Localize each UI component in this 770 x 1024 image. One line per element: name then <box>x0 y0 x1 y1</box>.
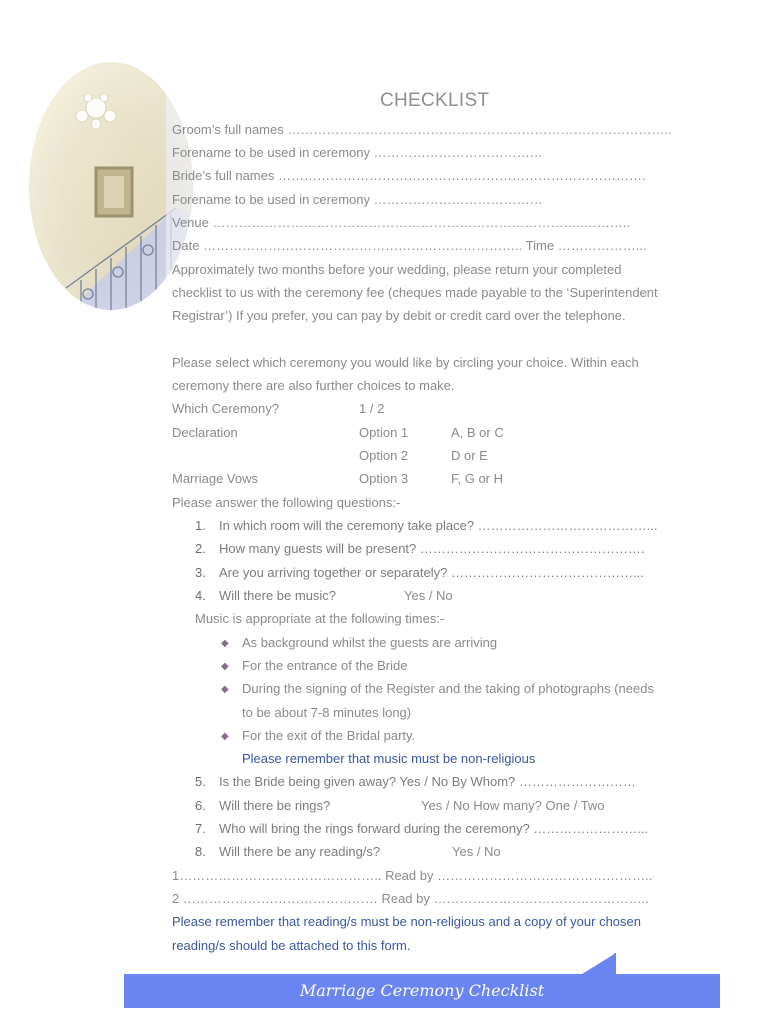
ceremony-row <box>172 401 732 417</box>
row-choices: D or E <box>451 448 488 463</box>
reading-line: 1……………………………………….. Read by ………………………………………….. <box>172 868 653 883</box>
row-choices: F, G or H <box>451 471 504 486</box>
select-text: ceremony there are also further choices to make. <box>172 378 455 393</box>
footer-banner <box>124 974 720 1008</box>
footer-tab <box>582 953 616 974</box>
page-title: CHECKLIST <box>380 90 490 111</box>
bullet-text: During the signing of the Register and the taking of photographs (needs <box>242 681 654 696</box>
select-text: Please select which ceremony you would like by circling your choice. Within each <box>172 355 639 370</box>
bullet-text: As background whilst the guests are arriving <box>242 635 498 650</box>
answer-intro: Please answer the following questions:- <box>172 495 401 510</box>
date-time-field: Date ……………………………………………………………….. Time ………………... <box>172 238 647 253</box>
intro-line: Approximately two months before your wedding, please return your completed <box>172 262 622 277</box>
footer-tab-edge <box>614 953 616 974</box>
intro-line: checklist to us with the ceremony fee (cheques made payable to the ‘Superintendent <box>172 285 658 300</box>
diamond-bullet-icon: ◆ <box>221 661 229 672</box>
venue-photo <box>26 58 196 313</box>
row-option: Option 3 <box>359 471 409 486</box>
diamond-bullet-icon: ◆ <box>221 684 229 695</box>
row-label: Which Ceremony? <box>172 401 279 416</box>
diamond-bullet-icon: ◆ <box>221 638 229 649</box>
row-choices: A, B or C <box>451 425 504 440</box>
reading-note: Please remember that reading/s must be non-religious and a copy of your chosen <box>172 914 641 929</box>
row-label: Marriage Vows <box>172 471 258 486</box>
music-intro: Music is appropriate at the following times:- <box>195 611 445 626</box>
groom-names-field: Groom’s full names …………………………………………………………………………….. <box>172 122 672 137</box>
music-note: Please remember that music must be non-religious <box>242 751 536 766</box>
footer-title: Marriage Ceremony Checklist <box>299 981 545 1000</box>
bullet-text: For the entrance of the Bride <box>242 658 408 673</box>
row-option: Option 2 <box>359 448 409 463</box>
row-label: Declaration <box>172 425 238 440</box>
declaration-row <box>172 425 732 441</box>
reading-note: reading/s should be attached to this form. <box>172 938 411 953</box>
yes-no-choice: Yes / No <box>452 844 501 859</box>
reading-line: 2 ……………………………………… Read by ………………………………………….. <box>172 891 649 906</box>
intro-line: Registrar’) If you prefer, you can pay by debit or credit card over the telephone. <box>172 308 626 323</box>
bullet-text: to be about 7-8 minutes long) <box>242 705 412 720</box>
bride-names-field: Bride’s full names …………………………………………………………………………. <box>172 168 646 183</box>
bride-forename-field: Forename to be used in ceremony ………………………………… <box>172 192 543 207</box>
bullet-text: For the exit of the Bridal party. <box>242 728 416 743</box>
vows-row <box>172 471 732 487</box>
groom-forename-field: Forename to be used in ceremony ………………………………… <box>172 145 543 160</box>
diamond-bullet-icon: ◆ <box>221 731 229 742</box>
yes-no-choice: Yes / No How many? One / Two <box>421 798 605 813</box>
row-choice: 1 / 2 <box>359 401 385 416</box>
row-option: Option 1 <box>359 425 409 440</box>
venue-field: Venue …………………………………………………………………………..……….. <box>172 215 630 230</box>
yes-no-choice: Yes / No <box>404 588 453 603</box>
